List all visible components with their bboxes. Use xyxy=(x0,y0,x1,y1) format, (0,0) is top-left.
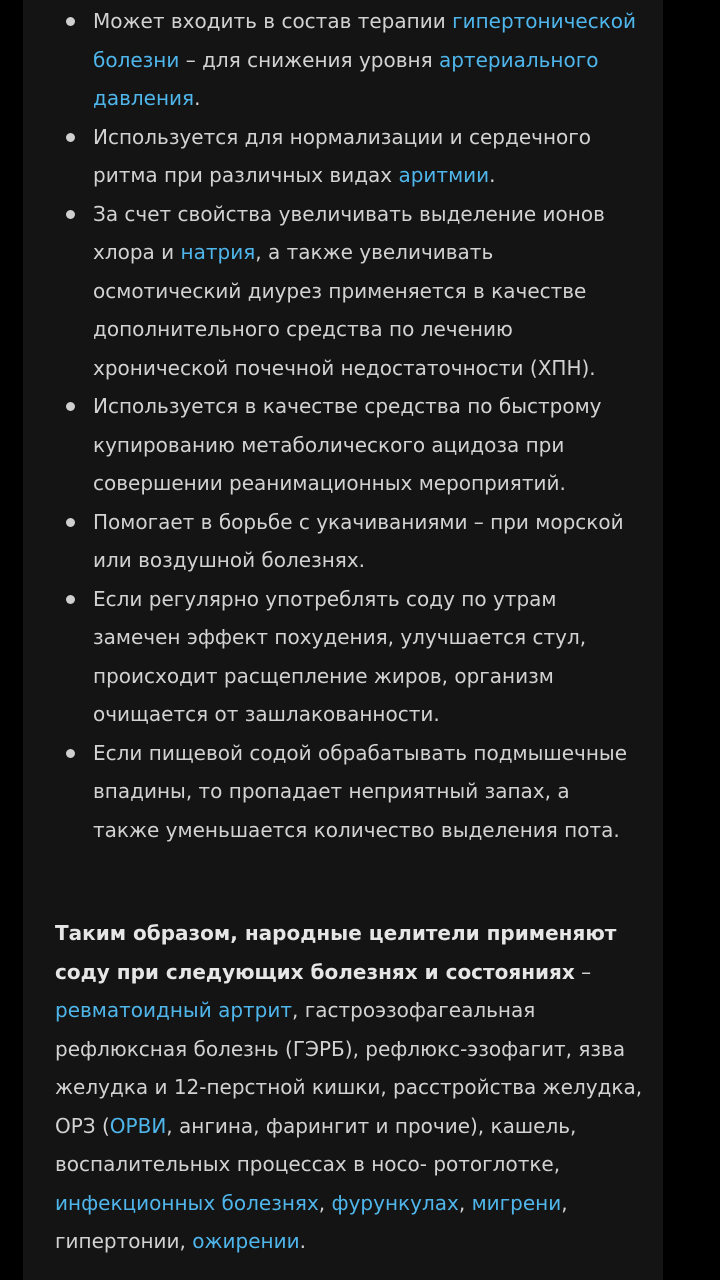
bullet-icon xyxy=(66,749,75,758)
list-item: Помогает в борьбе с укачиваниями – при морской или воздушной болезнях. xyxy=(93,503,638,580)
summary-bold-text: Таким образом, народные целители применяют соду при следующих болезнях и состояниях xyxy=(55,921,617,984)
link-hypertension[interactable]: гипертонической болезни xyxy=(93,9,637,72)
link-migraine[interactable]: мигрени xyxy=(471,1190,562,1215)
list-item: Может входить в состав терапии гипертонической болезни – для снижения уровня артериального давления. xyxy=(93,2,638,118)
list-item: Если регулярно употреблять соду по утрам замечен эффект похудения, улучшается стул, происходит расщепление жиров, организм очищается от зашлакованности. xyxy=(93,580,638,734)
link-sodium[interactable]: натрия xyxy=(180,240,256,264)
bullet-icon xyxy=(66,518,75,527)
benefits-list xyxy=(93,2,638,849)
list-item: За счет свойства увеличивать выделение ионов хлора и натрия, а также увеличивать осмотический диурез применяется в качестве дополнительного средства по лечению хронической почечной недостаточности (ХПН). xyxy=(93,195,638,388)
bullet-icon xyxy=(66,133,75,142)
link-furuncles[interactable]: фурункулах xyxy=(331,1190,459,1215)
link-rheumatoid-arthritis[interactable]: ревматоидный артрит xyxy=(55,998,293,1022)
list-item: Если пищевой содой обрабатывать подмышечные впадины, то пропадает неприятный запах, а также уменьшается количество выделения пота. xyxy=(93,734,638,850)
link-blood-pressure[interactable]: артериального давления xyxy=(93,47,599,110)
bullet-icon xyxy=(66,402,75,411)
list-item: Используется для нормализации и сердечного ритма при различных видах аритмии. xyxy=(93,118,638,195)
link-obesity[interactable]: ожирении xyxy=(192,1229,300,1253)
link-infectious-diseases[interactable]: инфекционных болезнях xyxy=(55,1190,319,1215)
summary-paragraph: Таким образом, народные целители применяют соду при следующих болезнях и состояниях – ревматоидный артрит, гастроэзофагеальная рефлюксная болезнь (ГЭРБ), рефлюкс-эзофагит, язва желудка и 12-перстной кишки, расстройства желудка, ОРЗ (ОРВИ, ангина, фарингит и прочие), кашель, воспалительных процессах в носо- ротоглотке, инфекционных болезнях, фурункулах, мигрени, гипертонии, ожирении. xyxy=(55,921,643,1253)
link-orvi[interactable]: ОРВИ xyxy=(109,1113,167,1138)
bullet-icon xyxy=(66,595,75,604)
bullet-icon xyxy=(66,210,75,219)
list-item: Используется в качестве средства по быстрому купированию метаболического ацидоза при совершении реанимационных мероприятий. xyxy=(93,387,638,503)
link-arrhythmia[interactable]: аритмии xyxy=(398,163,490,187)
bullet-icon xyxy=(66,17,75,26)
